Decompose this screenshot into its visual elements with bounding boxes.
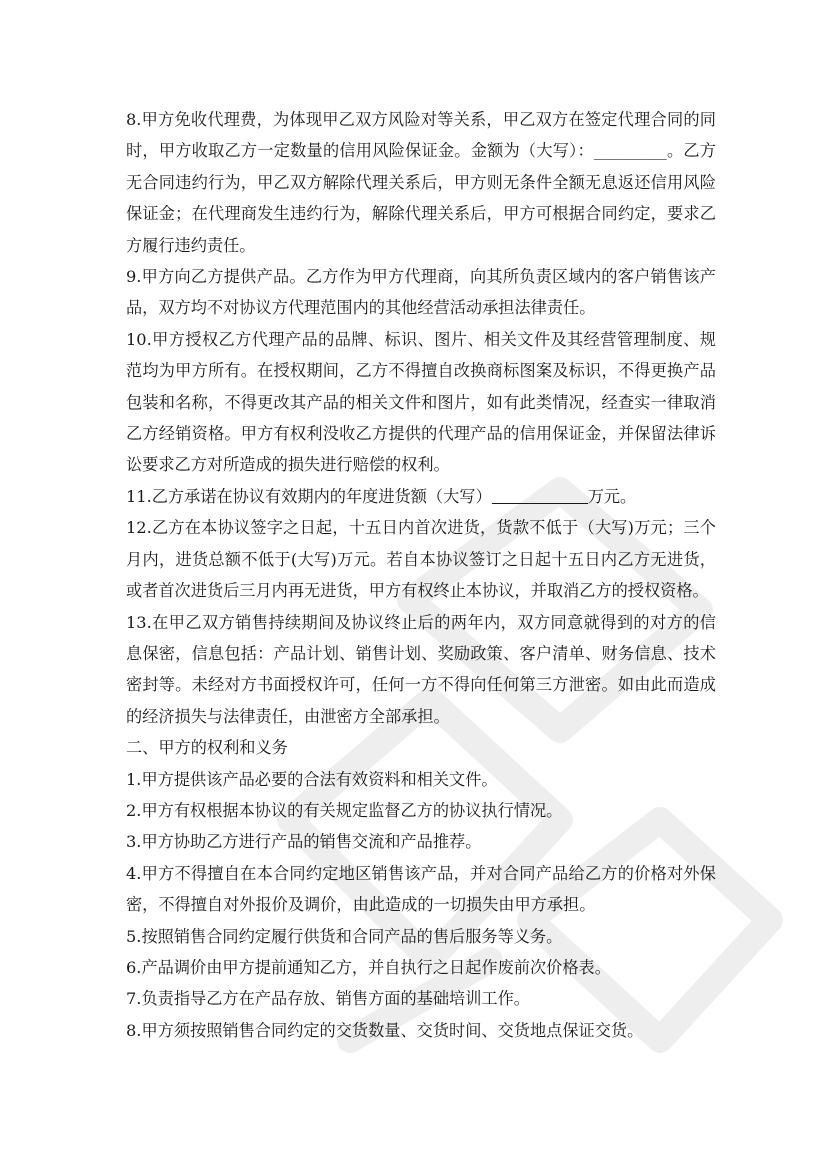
party-a-item-1: 1.甲方提供该产品必要的合法有效资料和相关文件。 [126, 769, 498, 789]
party-a-item-6: 6.产品调价由甲方提前通知乙方，并自执行之日起作废前次价格表。 [126, 957, 611, 977]
party-a-item-7: 7.负责指导乙方在产品存放、销售方面的基础培训工作。 [126, 989, 530, 1009]
clause-12-first-purchase: 12.乙方在本协议签字之日起，十五日内首次进货，货款不低于（大写)万元；三个月内，进货总额不低于(大写)万元。若自本协议签订之日起十五日内乙方无进货，或者首次进货后三月内再无进货，甲方有权终止本协议，并取消乙方的授权资格。 [126, 518, 716, 601]
clause-13-confidentiality: 13.在甲乙双方销售持续期间及协议终止后的两年内，双方同意就得到的对方的信息保密，信息包括：产品计划、销售计划、奖励政策、客户清单、财务信息、技术密封等。未经对方书面授权许可，任何一方不得向任何第三方泄密。如由此而造成的经济损失与法律责任，由泄密方全部承担。 [126, 612, 716, 726]
clause-11-text-before: 11.乙方承诺在协议有效期内的年度进货额（大写） [126, 486, 492, 506]
clause-10-brand-authorization: 10.甲方授权乙方代理产品的品牌、标识、图片、相关文件及其经营管理制度、规范均为甲方所有。在授权期间，乙方不得擅自改换商标图案及标识，不得更换产品包装和名称，不得更改其产品的相关文件和图片，如有此类情况，经查实一律取消乙方经销资格。甲方有权利没收乙方提供的代理产品的信用保证金，并保留法律诉讼要求乙方对所造成的损失进行赔偿的权利。 [126, 329, 716, 475]
party-a-item-8: 8.甲方须按照销售合同约定的交货数量、交货时间、交货地点保证交货。 [126, 1020, 644, 1040]
section-heading-party-a-rights: 二、甲方的权利和义务 [126, 738, 288, 758]
clause-11-annual-purchase [126, 481, 716, 512]
party-a-item-2: 2.甲方有权根据本协议的有关规定监督乙方的协议执行情况。 [126, 800, 563, 820]
amount-blank-line [492, 485, 588, 504]
clause-11-text-after: 万元。 [587, 486, 637, 506]
clause-9-product-supply: 9.甲方向乙方提供产品。乙方作为甲方代理商，向其所负责区域内的客户销售该产品，双方均不对协议方代理范围内的其他经营活动承担法律责任。 [126, 267, 716, 318]
clause-8-credit-deposit: 8.甲方免收代理费，为体现甲乙双方风险对等关系，甲乙双方在签定代理合同的同时，甲方收取乙方一定数量的信用风险保证金。金额为（大写）：_________。乙方无合同违约行为，甲乙双方解除代理关系后，甲方则无条件全额无息返还信用风险保证金；在代理商发生违约行为，解除代理关系后，甲方可根据合同约定，要求乙方履行违约责任。 [126, 110, 716, 255]
party-a-item-4: 4.甲方不得擅自在本合同约定地区销售该产品，并对合同产品给乙方的价格对外保密，不得擅自对外报价及调价，由此造成的一切损失由甲方承担。 [126, 863, 716, 915]
party-a-item-3: 3.甲方协助乙方进行产品的销售交流和产品推荐。 [126, 832, 482, 852]
document-page [126, 104, 716, 1046]
party-a-item-5: 5.按照销售合同约定履行供货和合同产品的售后服务等义务。 [126, 926, 563, 946]
